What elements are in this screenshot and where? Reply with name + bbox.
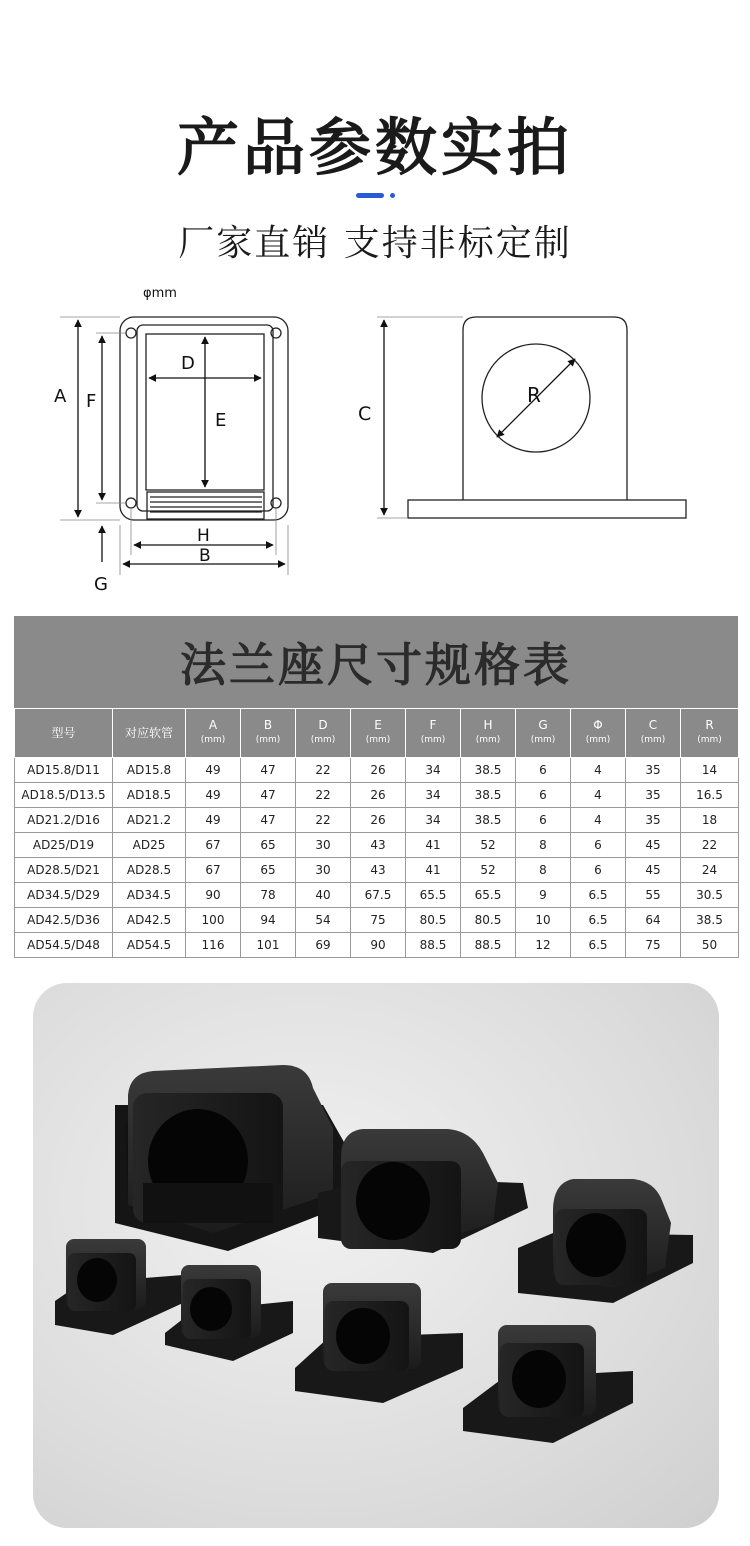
- table-cell: 22: [296, 783, 351, 808]
- table-cell: 80.5: [406, 908, 461, 933]
- dim-label-f: F: [86, 391, 97, 412]
- table-cell: 65.5: [461, 883, 516, 908]
- column-header-unit: (mm): [530, 735, 556, 745]
- table-cell: 38.5: [681, 908, 739, 933]
- column-header-unit: (mm): [310, 735, 336, 745]
- column-header: [681, 709, 739, 758]
- dim-label-a: A: [54, 386, 67, 407]
- spec-table: [14, 708, 739, 958]
- flange-seat-small-3: [295, 1283, 463, 1403]
- table-cell: 47: [241, 758, 296, 783]
- table-cell: 75: [626, 933, 681, 958]
- column-header-unit: (mm): [475, 735, 501, 745]
- table-cell: 80.5: [461, 908, 516, 933]
- table-cell: 30: [296, 858, 351, 883]
- table-cell: AD34.5: [113, 883, 186, 908]
- column-header-unit: (mm): [200, 735, 226, 745]
- table-cell: AD54.5: [113, 933, 186, 958]
- table-cell: 6.5: [571, 933, 626, 958]
- table-cell: 69: [296, 933, 351, 958]
- table-cell: 26: [351, 758, 406, 783]
- table-cell: 55: [626, 883, 681, 908]
- table-cell: AD15.8: [113, 758, 186, 783]
- column-header-name: 对应软管: [124, 725, 173, 740]
- table-cell: 34: [406, 783, 461, 808]
- table-cell: 10: [516, 908, 571, 933]
- table-cell: 34: [406, 808, 461, 833]
- table-cell: 43: [351, 858, 406, 883]
- column-header-name: G: [538, 718, 548, 732]
- table-cell: AD18.5: [113, 783, 186, 808]
- table-cell: 54: [296, 908, 351, 933]
- table-cell: 41: [406, 833, 461, 858]
- spec-table-title: 法兰座尺寸规格表: [180, 638, 572, 692]
- column-header: [626, 709, 681, 758]
- column-header: [186, 709, 241, 758]
- column-header-name: D: [318, 718, 328, 732]
- dimension-diagram: [0, 280, 750, 600]
- table-cell: 34: [406, 758, 461, 783]
- table-cell: 94: [241, 908, 296, 933]
- column-header: [296, 709, 351, 758]
- table-cell: 67.5: [351, 883, 406, 908]
- table-cell: 8: [516, 833, 571, 858]
- table-row: [15, 833, 739, 858]
- dim-label-h: H: [197, 526, 210, 546]
- column-header-unit: (mm): [365, 735, 391, 745]
- dim-label-d: D: [181, 353, 195, 374]
- column-header-name: 型号: [51, 725, 76, 740]
- table-cell: 6.5: [571, 883, 626, 908]
- table-cell: 49: [186, 808, 241, 833]
- column-header-unit: (mm): [420, 735, 446, 745]
- table-cell: AD21.2/D16: [15, 808, 113, 833]
- table-cell: 26: [351, 808, 406, 833]
- column-header: [406, 709, 461, 758]
- table-cell: 90: [186, 883, 241, 908]
- table-cell: 30: [296, 833, 351, 858]
- table-cell: 116: [186, 933, 241, 958]
- table-cell: 26: [351, 783, 406, 808]
- table-cell: 12: [516, 933, 571, 958]
- table-row: [15, 883, 739, 908]
- table-cell: AD34.5/D29: [15, 883, 113, 908]
- table-row: [15, 933, 739, 958]
- table-cell: AD25: [113, 833, 186, 858]
- table-row: [15, 808, 739, 833]
- column-header: [461, 709, 516, 758]
- table-cell: AD28.5: [113, 858, 186, 883]
- table-cell: 45: [626, 858, 681, 883]
- table-row: [15, 908, 739, 933]
- table-cell: 16.5: [681, 783, 739, 808]
- column-header: [241, 709, 296, 758]
- table-cell: 4: [571, 808, 626, 833]
- table-cell: 14: [681, 758, 739, 783]
- column-header-name: C: [648, 718, 658, 732]
- flange-seat-large: [115, 1065, 353, 1251]
- spec-table-banner: [14, 616, 738, 708]
- table-cell: 52: [461, 858, 516, 883]
- column-header-name: R: [705, 718, 714, 732]
- column-header: [15, 709, 113, 758]
- table-cell: 47: [241, 783, 296, 808]
- table-cell: 4: [571, 758, 626, 783]
- table-cell: 38.5: [461, 808, 516, 833]
- table-row: [15, 783, 739, 808]
- table-cell: 52: [461, 833, 516, 858]
- table-cell: 88.5: [461, 933, 516, 958]
- table-cell: 22: [681, 833, 739, 858]
- dim-label-c: C: [358, 403, 372, 425]
- title-accent-dot: [390, 193, 395, 198]
- table-cell: 40: [296, 883, 351, 908]
- table-cell: 41: [406, 858, 461, 883]
- page-title: 产品参数实拍: [176, 111, 573, 184]
- column-header: [516, 709, 571, 758]
- flange-seat-small-4: [463, 1325, 633, 1443]
- table-cell: 9: [516, 883, 571, 908]
- table-cell: 22: [296, 758, 351, 783]
- table-cell: 78: [241, 883, 296, 908]
- table-cell: 6: [571, 833, 626, 858]
- table-cell: 49: [186, 783, 241, 808]
- column-header-unit: (mm): [640, 735, 666, 745]
- dim-label-g: G: [94, 574, 108, 595]
- table-cell: 38.5: [461, 758, 516, 783]
- table-cell: AD42.5/D36: [15, 908, 113, 933]
- side-dimension-lines: [377, 317, 575, 518]
- flange-seat-medium-2: [518, 1179, 693, 1303]
- table-cell: 67: [186, 858, 241, 883]
- product-photo: [33, 983, 719, 1528]
- table-cell: AD15.8/D11: [15, 758, 113, 783]
- dim-label-e: E: [215, 410, 227, 431]
- column-header: [571, 709, 626, 758]
- column-header-name: A: [208, 718, 218, 732]
- table-cell: 65.5: [406, 883, 461, 908]
- column-header: [351, 709, 406, 758]
- flange-seat-medium-1: [318, 1129, 528, 1253]
- table-cell: 22: [296, 808, 351, 833]
- column-header-name: H: [483, 718, 493, 732]
- table-cell: 49: [186, 758, 241, 783]
- table-cell: 35: [626, 783, 681, 808]
- column-header-name: E: [374, 718, 382, 732]
- table-cell: 6: [516, 808, 571, 833]
- table-cell: 6: [516, 758, 571, 783]
- column-header-unit: (mm): [255, 735, 281, 745]
- table-cell: 38.5: [461, 783, 516, 808]
- table-row: [15, 758, 739, 783]
- table-cell: AD54.5/D48: [15, 933, 113, 958]
- side-view: [408, 317, 686, 518]
- table-cell: 101: [241, 933, 296, 958]
- front-view: [120, 317, 288, 520]
- page-subtitle: 厂家直销 支持非标定制: [178, 223, 572, 264]
- front-dimension-lines: [60, 317, 288, 575]
- table-cell: 8: [516, 858, 571, 883]
- product-photo-illustration: [33, 983, 719, 1528]
- table-row: [15, 858, 739, 883]
- table-cell: AD42.5: [113, 908, 186, 933]
- table-cell: 18: [681, 808, 739, 833]
- table-cell: 47: [241, 808, 296, 833]
- table-cell: AD21.2: [113, 808, 186, 833]
- table-cell: 45: [626, 833, 681, 858]
- column-header-unit: (mm): [697, 735, 722, 745]
- table-cell: AD18.5/D13.5: [15, 783, 113, 808]
- table-cell: 65: [241, 858, 296, 883]
- table-cell: 6: [516, 783, 571, 808]
- table-cell: 43: [351, 833, 406, 858]
- dim-label-r: R: [527, 383, 541, 407]
- column-header-name: Φ: [593, 718, 603, 732]
- column-header-name: B: [263, 718, 273, 732]
- table-cell: 64: [626, 908, 681, 933]
- column-header: [113, 709, 186, 758]
- column-header-unit: (mm): [585, 735, 611, 745]
- column-header-name: F: [429, 718, 437, 732]
- table-cell: 100: [186, 908, 241, 933]
- table-cell: 6: [571, 858, 626, 883]
- table-cell: 4: [571, 783, 626, 808]
- table-cell: AD28.5/D21: [15, 858, 113, 883]
- table-cell: 35: [626, 808, 681, 833]
- table-cell: 75: [351, 908, 406, 933]
- flange-seat-small-2: [165, 1265, 293, 1361]
- table-cell: 90: [351, 933, 406, 958]
- table-cell: 6.5: [571, 908, 626, 933]
- table-cell: 30.5: [681, 883, 739, 908]
- table-cell: 24: [681, 858, 739, 883]
- table-cell: 67: [186, 833, 241, 858]
- table-cell: 35: [626, 758, 681, 783]
- table-cell: 50: [681, 933, 739, 958]
- table-cell: AD25/D19: [15, 833, 113, 858]
- dim-label-b: B: [199, 546, 211, 566]
- spec-table-section: [14, 616, 738, 958]
- unit-label: φmm: [143, 286, 177, 301]
- title-accent-bar: [356, 193, 384, 198]
- flange-seat-small-1: [55, 1239, 183, 1335]
- table-cell: 65: [241, 833, 296, 858]
- table-cell: 88.5: [406, 933, 461, 958]
